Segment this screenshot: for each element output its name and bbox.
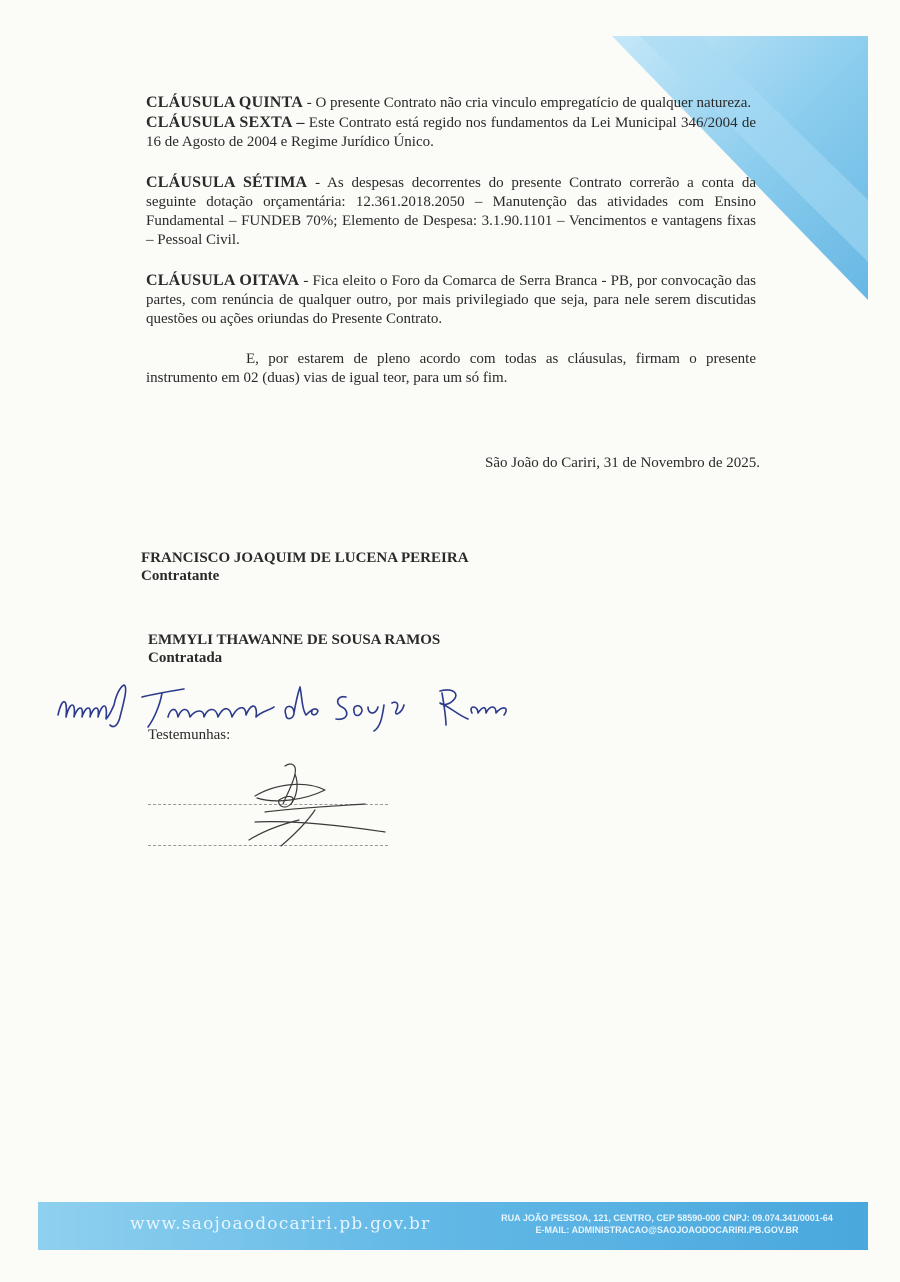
clause-oitava-label: CLÁUSULA OITAVA [146,272,300,289]
footer-address-line2: E-MAIL: ADMINISTRACAO@SAOJOAODOCARIRI.PB.GOV.BR [535,1225,799,1235]
clause-sexta-text: Este Contrato está regido nos fundamentos da Lei Municipal 346/2004 de 16 de Agosto de 2004 e Regime Jurídico Único. [146,115,756,150]
footer-address-line1: RUA JOÃO PESSOA, 121, CENTRO, CEP 58590-000 CNPJ: 09.074.341/0001-64 [501,1213,833,1223]
clause-quinta [146,93,756,113]
footer-bar [38,1202,868,1250]
date-line: São João do Cariri, 31 de Novembro de 2025. [485,455,760,471]
clause-sexta-label: CLÁUSULA SEXTA – [146,114,305,131]
contratada-block [148,631,440,667]
clause-oitava-text: - Fica eleito o Foro da Comarca de Serra Branca - PB, por convocação das partes, com renúncia de qualquer outro, por mais privilegiado que seja, para nele serem discutidas questões ou ações oriundas do Presente Contrato. [146,273,756,327]
contratada-handwritten-signature [50,675,510,735]
contract-body [146,93,756,388]
clause-quinta-label: CLÁUSULA QUINTA [146,94,303,111]
clause-setima-text: - As despesas decorrentes do presente Contrato correrão a conta da seguinte dotação orçamentária: 12.361.2018.2050 – Manutenção das atividades com Ensino Fundamental – FUNDEB 70%; Elemento de Despesa: 3.1.90.1101 – Vencimentos e vantagens fixas – Pessoal Civil. [146,175,757,248]
closing-paragraph: E, por estarem de pleno acordo com todas as cláusulas, firmam o presente instrumento em 02 (duas) vias de igual teor, para um só fim. [146,351,756,386]
footer-address [472,1212,862,1236]
clause-sexta [146,113,756,152]
witness-signatures-scribble [235,760,395,855]
contratada-role: Contratada [148,650,223,666]
witnesses-label: Testemunhas: [148,727,231,743]
clause-setima-label: CLÁUSULA SÉTIMA [146,174,308,191]
contratante-name: FRANCISCO JOAQUIM DE LUCENA PEREIRA [141,550,469,566]
clause-quinta-text: - O presente Contrato não cria vinculo empregatício de qualquer natureza. [302,95,752,111]
contratante-role: Contratante [141,568,220,584]
footer-website: www.saojoaodocariri.pb.gov.br [130,1214,431,1234]
contratada-name: EMMYLI THAWANNE DE SOUSA RAMOS [148,632,441,648]
clause-oitava [146,271,756,329]
clause-setima [146,173,756,250]
contratante-block [141,549,469,585]
